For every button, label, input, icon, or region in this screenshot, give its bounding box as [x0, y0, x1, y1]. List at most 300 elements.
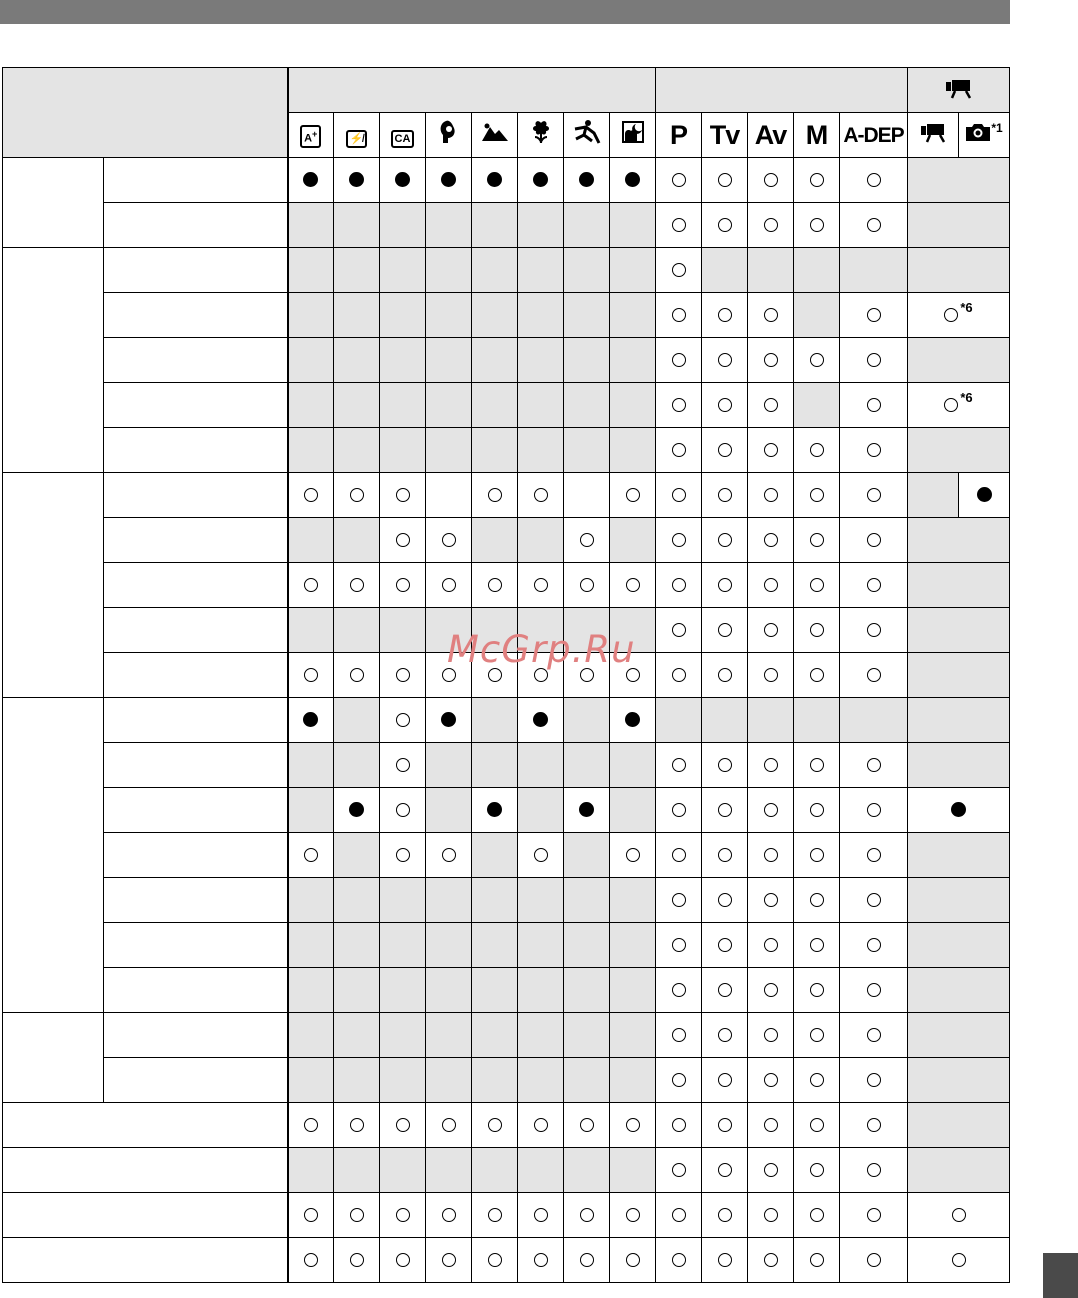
mode-cell — [656, 923, 702, 968]
mode-cell — [518, 518, 564, 563]
mode-cell — [702, 473, 748, 518]
mode-cell — [748, 203, 794, 248]
mode-cell — [610, 158, 656, 203]
mode-cell — [288, 518, 334, 563]
mode-still-in-movie: *1 — [959, 113, 1010, 158]
mode-cell — [748, 1193, 794, 1238]
mode-cell — [702, 833, 748, 878]
auto-set-mark — [625, 712, 640, 727]
available-mark — [350, 488, 364, 502]
available-mark — [867, 623, 881, 637]
mode-cell — [610, 743, 656, 788]
mode-cell — [334, 698, 380, 743]
function-cell — [104, 698, 288, 743]
mode-cell — [748, 833, 794, 878]
available-mark — [672, 1028, 686, 1042]
available-mark — [952, 1253, 966, 1267]
mode-cell — [840, 563, 908, 608]
available-mark — [810, 623, 824, 637]
mode-cell — [702, 293, 748, 338]
mode-cell — [472, 383, 518, 428]
mode-cell — [334, 833, 380, 878]
mode-cell — [794, 1103, 840, 1148]
function-availability-table — [2, 67, 1010, 1283]
mode-cell — [334, 1058, 380, 1103]
available-mark — [534, 1253, 548, 1267]
table-row — [3, 248, 1010, 293]
movie-cell — [908, 338, 1010, 383]
mode-cell — [472, 1238, 518, 1283]
creative-zone-header — [656, 68, 908, 113]
available-mark — [672, 668, 686, 682]
available-mark — [672, 983, 686, 997]
mode-cell — [840, 473, 908, 518]
mode-cell — [748, 338, 794, 383]
mode-cell — [748, 653, 794, 698]
available-mark — [764, 218, 778, 232]
available-mark — [810, 488, 824, 502]
available-mark — [304, 488, 318, 502]
available-mark — [764, 803, 778, 817]
mode-cell — [380, 833, 426, 878]
mode-cell — [288, 1013, 334, 1058]
mode-cell — [610, 428, 656, 473]
available-mark — [626, 1118, 640, 1132]
mode-cell — [702, 788, 748, 833]
mode-cell — [334, 338, 380, 383]
available-mark — [442, 1118, 456, 1132]
header-corner — [3, 68, 288, 158]
mode-cell — [518, 338, 564, 383]
mode-cell — [794, 248, 840, 293]
available-mark — [867, 938, 881, 952]
mode-cell — [656, 473, 702, 518]
mode-cell — [656, 833, 702, 878]
available-mark — [672, 353, 686, 367]
mode-cell — [610, 1103, 656, 1148]
table-row — [3, 788, 1010, 833]
mode-cell — [564, 923, 610, 968]
mode-cell — [288, 203, 334, 248]
mode-cell — [380, 743, 426, 788]
mode-cell — [472, 1058, 518, 1103]
function-cell — [3, 1148, 288, 1193]
available-mark — [672, 578, 686, 592]
available-mark — [350, 1253, 364, 1267]
function-cell — [3, 1238, 288, 1283]
available-mark — [580, 1253, 594, 1267]
available-mark — [764, 1028, 778, 1042]
mode-cell — [334, 1193, 380, 1238]
available-mark — [718, 218, 732, 232]
available-mark — [810, 803, 824, 817]
mode-cell — [426, 698, 472, 743]
available-mark — [442, 1253, 456, 1267]
available-mark — [810, 533, 824, 547]
mode-cell — [610, 698, 656, 743]
category-cell — [3, 158, 104, 248]
mode-cell — [518, 833, 564, 878]
mode-cell — [656, 518, 702, 563]
mode-cell — [426, 1058, 472, 1103]
mode-cell — [472, 1193, 518, 1238]
mode-cell — [288, 1058, 334, 1103]
mode-cell — [518, 428, 564, 473]
available-mark — [718, 983, 732, 997]
available-mark — [764, 1208, 778, 1222]
available-mark — [764, 1118, 778, 1132]
mode-cell — [794, 788, 840, 833]
available-mark — [867, 1208, 881, 1222]
mode-cell — [794, 608, 840, 653]
mode-cell — [380, 698, 426, 743]
function-cell — [104, 878, 288, 923]
mode-cell — [472, 833, 518, 878]
available-mark — [810, 938, 824, 952]
mode-cell — [288, 608, 334, 653]
available-mark — [626, 488, 640, 502]
available-mark — [952, 1208, 966, 1222]
mode-cell — [840, 203, 908, 248]
mode-cell — [794, 968, 840, 1013]
table-row — [3, 968, 1010, 1013]
mode-cell — [794, 1193, 840, 1238]
mode-cell — [794, 338, 840, 383]
mode-cell — [518, 293, 564, 338]
available-mark — [867, 1073, 881, 1087]
mode-cell — [702, 698, 748, 743]
mode-cell — [334, 518, 380, 563]
mode-cell — [702, 158, 748, 203]
mode-cell — [656, 788, 702, 833]
mode-cell — [702, 428, 748, 473]
mode-cell — [748, 968, 794, 1013]
available-mark — [672, 263, 686, 277]
mode-cell — [426, 1193, 472, 1238]
available-mark — [810, 1028, 824, 1042]
mode-cell — [840, 608, 908, 653]
mode-cell — [656, 338, 702, 383]
available-mark — [764, 1073, 778, 1087]
mode-cell — [794, 878, 840, 923]
mode-cell — [748, 473, 794, 518]
mode-cell — [794, 1013, 840, 1058]
available-mark — [396, 803, 410, 817]
mode-cell — [288, 158, 334, 203]
available-mark — [867, 488, 881, 502]
mode-cell — [656, 1148, 702, 1193]
mode-cell — [564, 383, 610, 428]
mode-cell — [288, 743, 334, 788]
function-cell — [104, 608, 288, 653]
movie-cell — [908, 203, 1010, 248]
mode-scene-intelligent-auto — [288, 113, 334, 158]
mode-cell — [334, 563, 380, 608]
movie-cell — [908, 653, 1010, 698]
mode-cell — [426, 293, 472, 338]
mode-cell — [334, 653, 380, 698]
table-row — [3, 1058, 1010, 1103]
available-mark — [672, 488, 686, 502]
mode-cell — [564, 878, 610, 923]
mode-cell — [794, 428, 840, 473]
mode-cell — [840, 248, 908, 293]
closeup-icon — [529, 119, 553, 145]
available-mark — [810, 1208, 824, 1222]
mode-cell — [380, 518, 426, 563]
mode-flash-off — [334, 113, 380, 158]
available-mark — [867, 218, 881, 232]
mode-cell — [472, 158, 518, 203]
mode-cell — [334, 608, 380, 653]
available-mark — [672, 1253, 686, 1267]
function-cell — [104, 833, 288, 878]
function-cell — [104, 158, 288, 203]
available-mark — [764, 893, 778, 907]
available-mark — [764, 398, 778, 412]
available-mark — [764, 983, 778, 997]
mode-cell — [702, 1238, 748, 1283]
mode-cell — [564, 698, 610, 743]
available-mark — [396, 488, 410, 502]
movie-cell — [908, 158, 1010, 203]
still-cell — [959, 473, 1010, 518]
mode-cell — [518, 1193, 564, 1238]
mode-cell — [564, 1238, 610, 1283]
mode-cell — [702, 383, 748, 428]
available-mark — [810, 353, 824, 367]
mode-portrait — [426, 113, 472, 158]
sports-icon — [572, 119, 602, 145]
available-mark — [810, 218, 824, 232]
mode-cell — [472, 788, 518, 833]
mode-cell — [518, 1013, 564, 1058]
mode-cell — [334, 788, 380, 833]
available-mark — [718, 353, 732, 367]
mode-cell — [748, 743, 794, 788]
function-cell — [104, 1013, 288, 1058]
watermark: McGrp.Ru — [447, 628, 636, 671]
table-row — [3, 293, 1010, 338]
mode-cell — [702, 1193, 748, 1238]
mode-cell — [794, 1058, 840, 1103]
available-mark — [764, 488, 778, 502]
mode-cell — [380, 428, 426, 473]
mode-cell — [426, 878, 472, 923]
available-mark — [867, 1028, 881, 1042]
mode-cell — [656, 293, 702, 338]
mode-cell — [380, 608, 426, 653]
mode-cell — [334, 923, 380, 968]
available-mark — [718, 308, 732, 322]
mode-cell — [840, 293, 908, 338]
available-mark — [764, 668, 778, 682]
mode-cell — [518, 203, 564, 248]
function-cell — [104, 473, 288, 518]
movie-cell — [908, 923, 1010, 968]
auto-set-mark — [349, 802, 364, 817]
function-cell — [104, 1058, 288, 1103]
auto-set-mark — [487, 172, 502, 187]
mode-cell — [794, 923, 840, 968]
available-mark — [764, 533, 778, 547]
mode-cell — [610, 203, 656, 248]
mode-cell — [656, 158, 702, 203]
mode-cell — [794, 563, 840, 608]
mode-cell — [702, 653, 748, 698]
mode-cell — [840, 158, 908, 203]
mode-cell — [656, 968, 702, 1013]
mode-cell — [288, 293, 334, 338]
available-mark — [867, 668, 881, 682]
available-mark — [718, 1073, 732, 1087]
mode-cell — [564, 743, 610, 788]
available-mark — [867, 443, 881, 457]
table-row — [3, 743, 1010, 788]
available-mark — [304, 578, 318, 592]
mode-cell — [288, 1103, 334, 1148]
table-row — [3, 383, 1010, 428]
mode-cell — [794, 518, 840, 563]
mode-cell — [518, 248, 564, 293]
mode-cell — [748, 1058, 794, 1103]
mode-cell — [334, 968, 380, 1013]
available-mark — [718, 758, 732, 772]
mode-cell — [380, 248, 426, 293]
mode-cell — [288, 428, 334, 473]
mode-cell — [794, 473, 840, 518]
mode-cell — [840, 968, 908, 1013]
mode-cell — [702, 923, 748, 968]
auto-set-mark — [441, 712, 456, 727]
mode-cell — [748, 383, 794, 428]
available-mark — [718, 533, 732, 547]
mode-cell — [656, 878, 702, 923]
table-row — [3, 158, 1010, 203]
table-row — [3, 203, 1010, 248]
available-mark — [580, 1208, 594, 1222]
mode-cell — [610, 248, 656, 293]
available-mark — [867, 1253, 881, 1267]
available-mark — [534, 1118, 548, 1132]
auto-set-mark — [441, 172, 456, 187]
available-mark — [764, 443, 778, 457]
available-mark — [672, 218, 686, 232]
available-mark — [672, 1208, 686, 1222]
mode-cell — [472, 923, 518, 968]
mode-cell — [472, 743, 518, 788]
available-mark — [396, 758, 410, 772]
mode-cell — [380, 968, 426, 1013]
table-row — [3, 1148, 1010, 1193]
mode-cell — [656, 653, 702, 698]
available-mark — [304, 1118, 318, 1132]
mode-cell — [426, 383, 472, 428]
mode-cell — [334, 1238, 380, 1283]
mode-cell — [610, 383, 656, 428]
available-mark — [488, 1253, 502, 1267]
function-cell — [104, 248, 288, 293]
mode-cell — [334, 473, 380, 518]
mode-cell — [380, 653, 426, 698]
available-mark — [764, 578, 778, 592]
mode-cell — [334, 248, 380, 293]
available-mark — [810, 1073, 824, 1087]
mode-cell — [702, 1148, 748, 1193]
mode-cell — [610, 968, 656, 1013]
mode-cell — [288, 338, 334, 383]
mode-cell — [518, 1058, 564, 1103]
mode-cell — [702, 1013, 748, 1058]
mode-cell — [564, 293, 610, 338]
movie-cell — [908, 698, 1010, 743]
available-mark — [350, 578, 364, 592]
auto-set-mark — [533, 712, 548, 727]
mode-night-portrait — [610, 113, 656, 158]
available-mark — [764, 938, 778, 952]
available-mark — [718, 173, 732, 187]
available-mark — [442, 578, 456, 592]
mode-cell — [288, 563, 334, 608]
function-cell — [104, 743, 288, 788]
mode-cell — [656, 563, 702, 608]
available-mark — [867, 1118, 881, 1132]
mode-cell — [840, 833, 908, 878]
function-cell — [104, 338, 288, 383]
available-mark — [718, 1208, 732, 1222]
mode-cell — [840, 788, 908, 833]
mode-cell — [564, 1103, 610, 1148]
available-mark — [867, 533, 881, 547]
mode-cell — [748, 1148, 794, 1193]
available-mark — [718, 1253, 732, 1267]
mode-cell — [610, 473, 656, 518]
mode-cell — [794, 203, 840, 248]
mode-cell — [702, 563, 748, 608]
creative-auto-icon: CA — [391, 130, 415, 148]
movie-cell — [908, 1058, 1010, 1103]
mode-cell — [564, 1058, 610, 1103]
mode-cell — [702, 608, 748, 653]
table-row — [3, 473, 1010, 518]
mode-cell — [380, 1193, 426, 1238]
available-mark — [396, 1208, 410, 1222]
available-mark — [672, 1163, 686, 1177]
available-mark — [396, 578, 410, 592]
mode-cell — [518, 788, 564, 833]
available-mark — [350, 1118, 364, 1132]
available-mark — [488, 1118, 502, 1132]
available-mark — [764, 1163, 778, 1177]
footnote-ref: *6 — [960, 390, 973, 405]
available-mark — [718, 443, 732, 457]
basic-zone-header — [288, 68, 656, 113]
mode-cell — [564, 248, 610, 293]
mode-cell — [748, 608, 794, 653]
mode-cell — [288, 1148, 334, 1193]
mode-cell — [288, 473, 334, 518]
mode-cell — [426, 1238, 472, 1283]
mode-cell — [702, 248, 748, 293]
footnote-ref: *6 — [960, 300, 973, 315]
available-mark — [810, 1118, 824, 1132]
mode-cell — [518, 698, 564, 743]
mode-cell — [564, 1193, 610, 1238]
mode-cell — [380, 1013, 426, 1058]
function-cell — [104, 293, 288, 338]
available-mark — [867, 398, 881, 412]
mode-cell — [610, 788, 656, 833]
